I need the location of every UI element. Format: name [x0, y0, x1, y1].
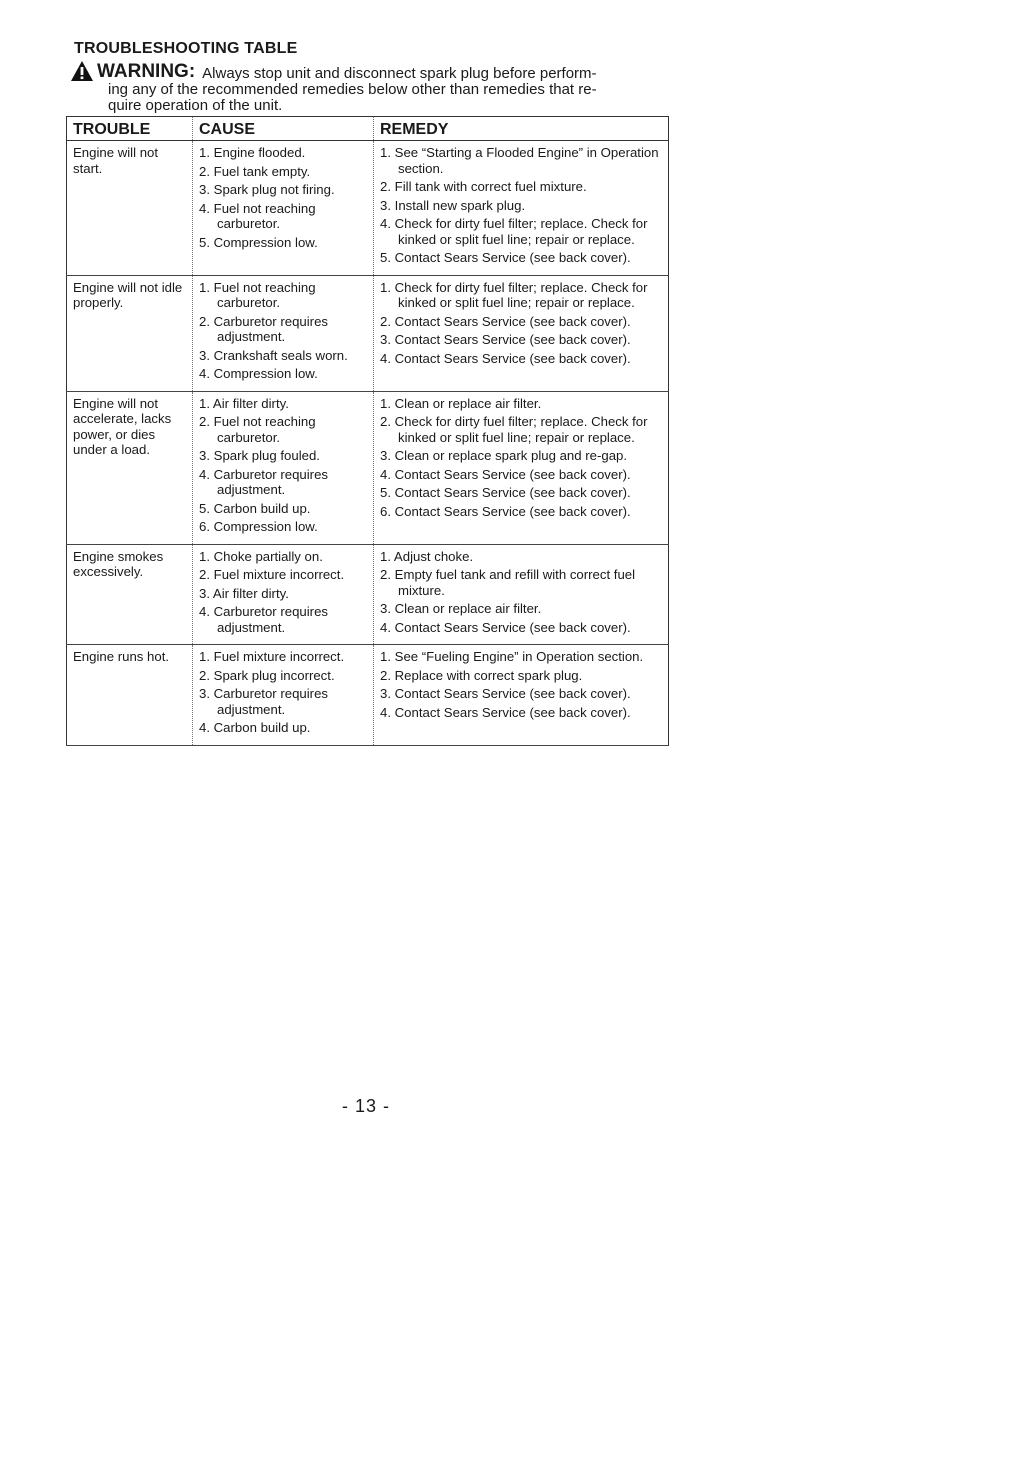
remedy-item: 6. Contact Sears Service (see back cover). [380, 503, 631, 519]
table-row [67, 645, 669, 746]
cause-item: 5. Carbon build up. [199, 500, 311, 516]
remedy-item: 2. Contact Sears Service (see back cover). [380, 313, 631, 329]
remedy-item: 3. Clean or replace spark plug and re-gap. [380, 448, 628, 463]
trouble-cell: Engine runs hot. [67, 645, 193, 746]
cause-item: 3. Crankshaft seals worn. [199, 347, 348, 363]
cause-item: 4. Carburetor requires adjustment. [199, 466, 329, 497]
cause-cell [193, 391, 374, 544]
remedy-item: 3. Install new spark plug. [380, 197, 526, 213]
cause-cell [193, 275, 374, 391]
troubleshooting-table [66, 116, 669, 746]
warning-text-line-3: quire operation of the unit. [108, 97, 283, 114]
remedy-item: 4. Contact Sears Service (see back cover). [380, 466, 631, 482]
remedy-item: 3. Contact Sears Service (see back cover). [380, 332, 631, 347]
cause-item: 4. Carbon build up. [199, 720, 311, 735]
remedy-item: 2. Empty fuel tank and refill with correct fuel mixture. [380, 567, 636, 598]
remedy-item: 4. Contact Sears Service (see back cover). [380, 619, 631, 635]
trouble-cell: Engine will not start. [67, 141, 193, 276]
cause-item: 4. Carburetor requires adjustment. [199, 604, 329, 635]
remedy-item: 5. Contact Sears Service (see back cover). [380, 485, 631, 500]
cause-cell [193, 645, 374, 746]
cause-item: 1. Air filter dirty. [199, 395, 289, 411]
cause-item: 3. Spark plug not firing. [199, 182, 335, 197]
cause-item: 1. Fuel mixture incorrect. [199, 649, 345, 664]
table-row [67, 141, 669, 276]
trouble-cell: Engine smokes excessively. [67, 544, 193, 645]
remedy-cell [374, 544, 669, 645]
cause-item: 2. Carburetor requires adjustment. [199, 313, 329, 344]
warning-triangle-icon [70, 60, 94, 82]
remedy-item: 2. Fill tank with correct fuel mixture. [380, 179, 587, 194]
remedy-item: 3. Contact Sears Service (see back cover). [380, 686, 631, 701]
cause-item: 3. Spark plug fouled. [199, 448, 320, 463]
remedy-item: 1. See “Fueling Engine” in Operation section. [380, 649, 644, 664]
remedy-item: 1. See “Starting a Flooded Engine” in Operation section. [380, 145, 659, 176]
page-title: TROUBLESHOOTING TABLE [74, 40, 298, 57]
warning-first-line [70, 60, 670, 82]
remedy-cell [374, 391, 669, 544]
cause-item: 2. Spark plug incorrect. [199, 667, 335, 683]
remedy-item: 1. Check for dirty fuel filter; replace. Check for kinked or split fuel line; repair or replace. [380, 279, 648, 310]
table-body [67, 141, 669, 746]
cause-item: 4. Fuel not reaching carburetor. [199, 200, 316, 231]
remedy-item: 2. Replace with correct spark plug. [380, 667, 583, 683]
cause-item: 2. Fuel mixture incorrect. [199, 567, 345, 582]
warning-text-line-2: ing any of the recommended remedies below other than remedies that re- [108, 81, 597, 98]
remedy-cell [374, 645, 669, 746]
cause-item: 2. Fuel tank empty. [199, 163, 311, 179]
trouble-cell: Engine will not idle properly. [67, 275, 193, 391]
remedy-item: 1. Clean or replace air filter. [380, 395, 542, 411]
warning-label: WARNING: [97, 61, 196, 82]
cause-cell [193, 141, 374, 276]
remedy-item: 4. Check for dirty fuel filter; replace. Check for kinked or split fuel line; repair or replace. [380, 216, 648, 247]
remedy-item: 1. Adjust choke. [380, 548, 474, 564]
header-remedy: REMEDY [374, 117, 669, 141]
trouble-cell: Engine will not accelerate, lacks power, or dies under a load. [67, 391, 193, 544]
table-row [67, 391, 669, 544]
remedy-item: 4. Contact Sears Service (see back cover). [380, 350, 631, 366]
cause-item: 3. Carburetor requires adjustment. [199, 686, 329, 717]
remedy-item: 2. Check for dirty fuel filter; replace. Check for kinked or split fuel line; repair or replace. [380, 414, 648, 445]
cause-item: 1. Engine flooded. [199, 145, 306, 160]
cause-item: 6. Compression low. [199, 519, 318, 534]
cause-item: 1. Choke partially on. [199, 548, 323, 564]
table-row [67, 544, 669, 645]
remedy-cell [374, 141, 669, 276]
table-header-row [67, 117, 669, 141]
cause-cell [193, 544, 374, 645]
cause-item: 1. Fuel not reaching carburetor. [199, 279, 316, 310]
remedy-item: 5. Contact Sears Service (see back cover). [380, 250, 631, 265]
remedy-item: 4. Contact Sears Service (see back cover). [380, 704, 631, 720]
remedy-cell [374, 275, 669, 391]
header-cause: CAUSE [193, 117, 374, 141]
remedy-item: 3. Clean or replace air filter. [380, 601, 542, 616]
cause-item: 2. Fuel not reaching carburetor. [199, 414, 316, 445]
cause-item: 4. Compression low. [199, 366, 318, 381]
warning-text-line-1: Always stop unit and disconnect spark plug before perform- [202, 65, 597, 82]
header-trouble: TROUBLE [67, 117, 193, 141]
cause-item: 3. Air filter dirty. [199, 585, 289, 601]
warning-block [70, 60, 670, 114]
page-number: - 13 - [342, 1096, 391, 1116]
cause-item: 5. Compression low. [199, 234, 318, 250]
table-row [67, 275, 669, 391]
